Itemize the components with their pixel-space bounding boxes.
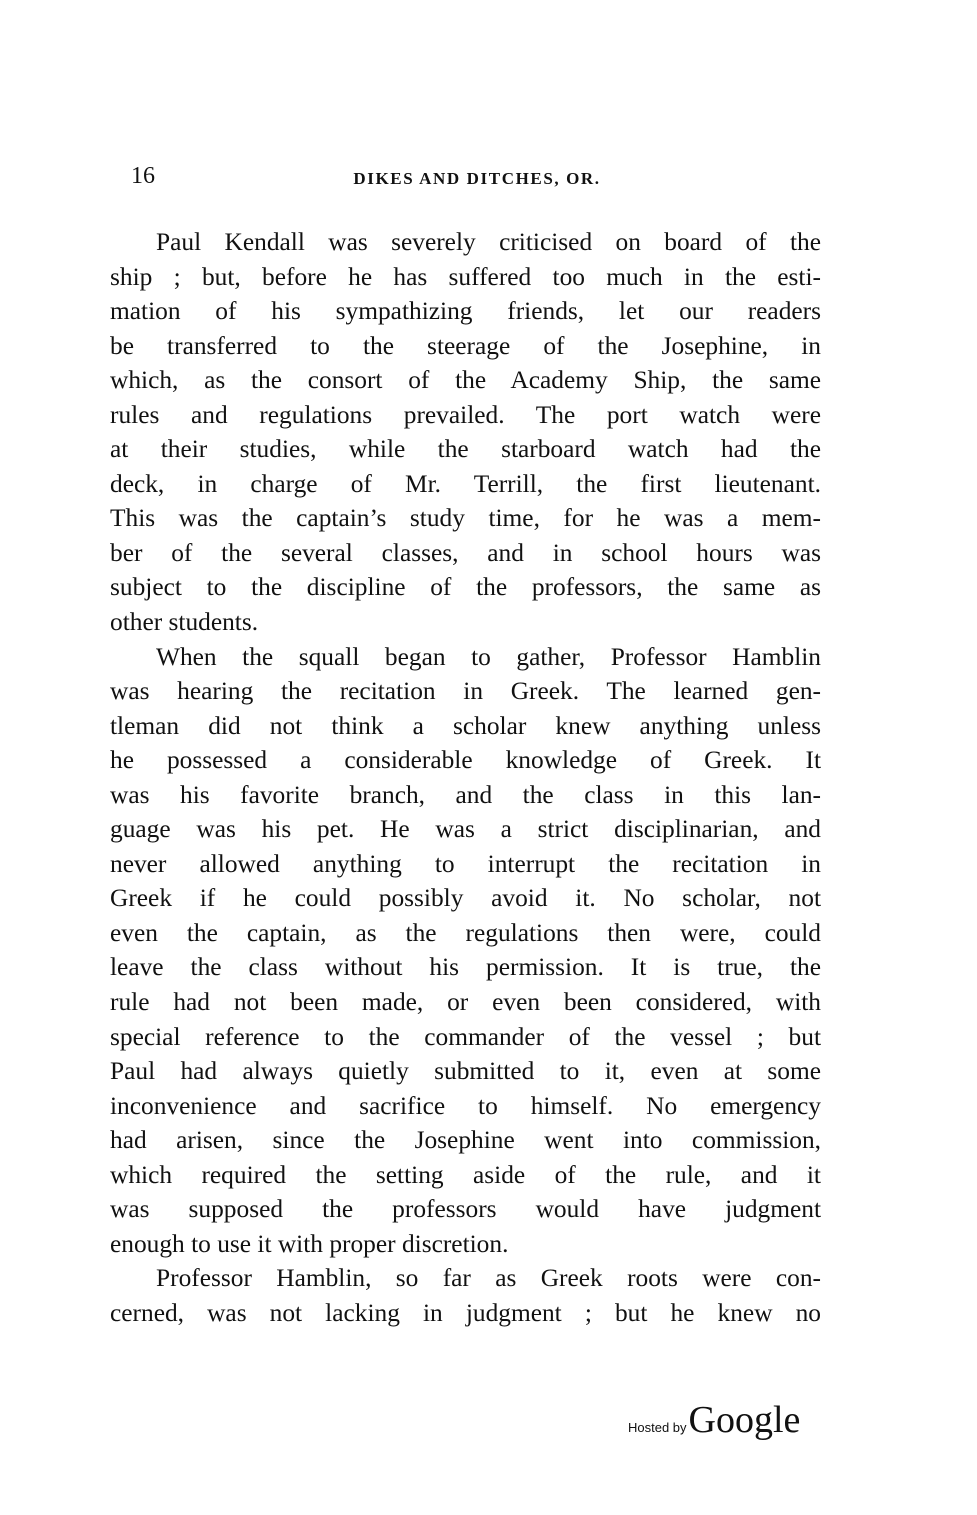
text-line: When the squall began to gather, Professor Hamblin [156, 642, 821, 671]
text-line: subject to the discipline of the professors, the same as [110, 573, 821, 602]
google-watermark [628, 1398, 800, 1442]
text-line: Paul Kendall was severely criticised on board of the [156, 228, 821, 256]
text-line: Professor Hamblin, so far as Greek roots were con- [156, 1264, 821, 1293]
text-line: ber of the several classes, and in school hours was [110, 538, 821, 567]
text-line: other students. [110, 608, 259, 637]
page-number: 16 [131, 163, 155, 189]
paragraph [110, 640, 821, 1262]
text-line: which, as the consort of the Academy Ship, the same [110, 366, 821, 395]
page-header [131, 163, 823, 203]
text-line: rules and regulations prevailed. The port watch were [110, 400, 821, 429]
text-line: which required the setting aside of the rule, and it [110, 1160, 821, 1189]
text-line: Paul had always quietly submitted to it, even at some [110, 1057, 821, 1086]
text-line: at their studies, while the starboard watch had the [110, 435, 821, 464]
text-line: tleman did not think a scholar knew anything unless [110, 711, 821, 740]
hosted-by-label: Hosted by [628, 1420, 687, 1435]
text-line: enough to use it with proper discretion. [110, 1229, 509, 1258]
text-line: Greek if he could possibly avoid it. No scholar, not [110, 884, 821, 913]
text-line: deck, in charge of Mr. Terrill, the first lieutenant. [110, 469, 821, 498]
paragraph [110, 225, 821, 640]
text-line: guage was his pet. He was a strict disciplinarian, and [110, 815, 821, 844]
body-text [110, 225, 821, 1331]
text-line: leave the class without his permission. It is true, the [110, 953, 821, 982]
text-line: be transferred to the steerage of the Josephine, in [110, 331, 821, 360]
text-line: This was the captain’s study time, for he was a mem- [110, 504, 821, 533]
text-line: rule had not been made, or even been considered, with [110, 988, 821, 1017]
text-line: cerned, was not lacking in judgment ; but he knew no [110, 1298, 821, 1327]
text-line: was supposed the professors would have judgment [110, 1195, 821, 1224]
text-line: ship ; but, before he has suffered too much in the esti- [110, 262, 821, 291]
google-logo: Google [688, 1399, 801, 1441]
text-line: even the captain, as the regulations then were, could [110, 918, 821, 947]
text-line: he possessed a considerable knowledge of Greek. It [110, 746, 821, 775]
text-line: was hearing the recitation in Greek. The learned gen- [110, 677, 821, 706]
running-head: DIKES AND DITCHES, OR. [353, 169, 601, 188]
text-line: had arisen, since the Josephine went into commission, [110, 1126, 821, 1155]
text-line: inconvenience and sacrifice to himself. No emergency [110, 1091, 821, 1120]
paragraph [110, 1261, 821, 1330]
text-line: mation of his sympathizing friends, let our readers [110, 297, 821, 326]
text-line: was his favorite branch, and the class in this lan- [110, 780, 821, 809]
text-line: never allowed anything to interrupt the recitation in [110, 849, 821, 878]
text-line: special reference to the commander of the vessel ; but [110, 1022, 821, 1051]
